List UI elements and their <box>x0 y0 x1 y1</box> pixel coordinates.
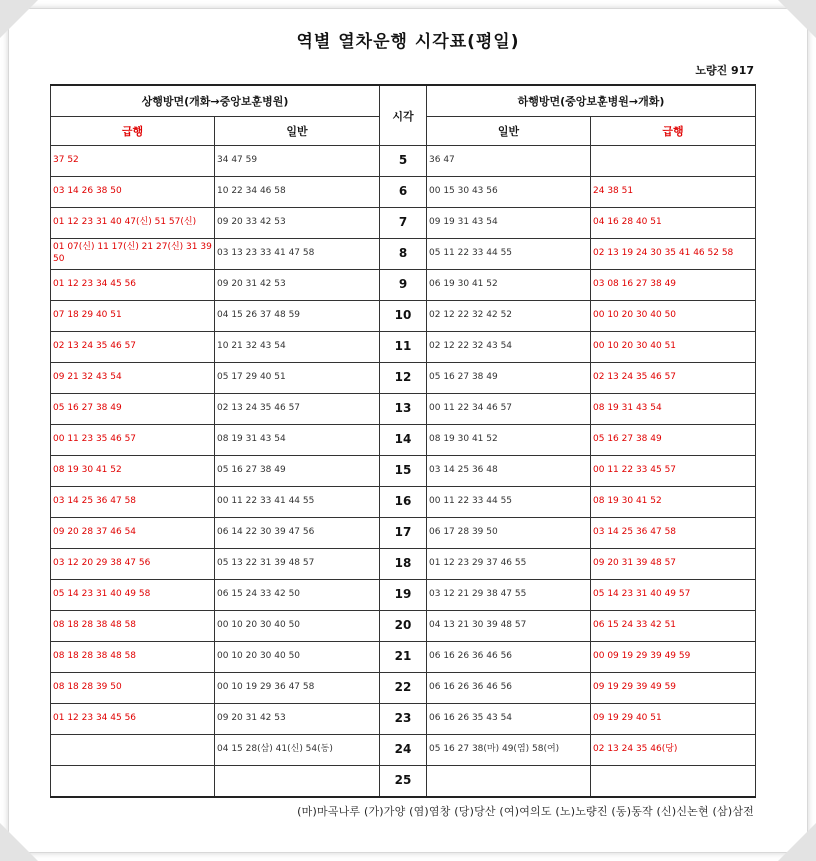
up-express-times: 05 14 23 31 40 49 58 <box>51 580 215 611</box>
down-express-times: 00 10 20 30 40 50 <box>591 301 756 332</box>
down-local-times: 03 14 25 36 48 <box>427 456 591 487</box>
table-row <box>51 177 756 208</box>
down-local-times: 06 19 30 41 52 <box>427 270 591 301</box>
table-row <box>51 611 756 642</box>
hour-cell: 11 <box>380 332 427 363</box>
up-local-times: 05 13 22 31 39 48 57 <box>215 549 380 580</box>
down-local-times: 00 11 22 34 46 57 <box>427 394 591 425</box>
up-local-times: 03 13 23 33 41 47 58 <box>215 239 380 270</box>
up-local-times: 04 15 26 37 48 59 <box>215 301 380 332</box>
up-express-times: 02 13 24 35 46 57 <box>51 332 215 363</box>
down-express-header: 급행 <box>591 117 756 146</box>
down-local-times: 05 16 27 38 49 <box>427 363 591 394</box>
table-row <box>51 580 756 611</box>
hour-cell: 25 <box>380 766 427 798</box>
up-express-times: 07 18 29 40 51 <box>51 301 215 332</box>
up-local-header: 일반 <box>215 117 380 146</box>
up-local-times: 00 10 19 29 36 47 58 <box>215 673 380 704</box>
hour-cell: 12 <box>380 363 427 394</box>
down-express-times: 09 19 29 40 51 <box>591 704 756 735</box>
hour-cell: 6 <box>380 177 427 208</box>
up-local-times: 06 15 24 33 42 50 <box>215 580 380 611</box>
hour-cell: 21 <box>380 642 427 673</box>
hour-cell: 15 <box>380 456 427 487</box>
station-abbreviation-legend: (마)마곡나루 (가)가양 (염)염창 (당)당산 (여)여의도 (노)노량진 (동)동작 (신)신논현 (삼)삼전 <box>297 805 754 818</box>
down-express-times: 08 19 30 41 52 <box>591 487 756 518</box>
down-express-times: 09 19 29 39 49 59 <box>591 673 756 704</box>
page-title: 역별 열차운행 시각표(평일) <box>296 32 520 52</box>
up-express-times: 01 12 23 31 40 47(신) 51 57(신) <box>51 208 215 239</box>
table-row <box>51 332 756 363</box>
down-express-times: 03 14 25 36 47 58 <box>591 518 756 549</box>
timetable <box>50 84 756 798</box>
up-express-times: 09 20 28 37 46 54 <box>51 518 215 549</box>
time-header: 시각 <box>380 85 427 146</box>
down-local-times: 04 13 21 30 39 48 57 <box>427 611 591 642</box>
table-row <box>51 518 756 549</box>
down-express-times: 24 38 51 <box>591 177 756 208</box>
up-local-times: 04 15 28(삼) 41(신) 54(동) <box>215 735 380 766</box>
up-local-times: 09 20 31 42 53 <box>215 270 380 301</box>
down-express-times: 02 13 24 35 46 57 <box>591 363 756 394</box>
hour-cell: 22 <box>380 673 427 704</box>
down-local-times: 06 16 26 36 46 56 <box>427 642 591 673</box>
up-express-times: 00 11 23 35 46 57 <box>51 425 215 456</box>
table-row <box>51 394 756 425</box>
page-corner-fold <box>778 823 816 861</box>
table-row <box>51 208 756 239</box>
table-row <box>51 549 756 580</box>
down-express-times: 03 08 16 27 38 49 <box>591 270 756 301</box>
down-express-times: 08 19 31 43 54 <box>591 394 756 425</box>
up-express-times: 03 14 26 38 50 <box>51 177 215 208</box>
up-express-times: 03 12 20 29 38 47 56 <box>51 549 215 580</box>
hour-cell: 17 <box>380 518 427 549</box>
down-express-times: 09 20 31 39 48 57 <box>591 549 756 580</box>
down-express-times: 05 16 27 38 49 <box>591 425 756 456</box>
up-local-times: 05 17 29 40 51 <box>215 363 380 394</box>
down-express-times: 02 13 24 35 46(당) <box>591 735 756 766</box>
up-local-times: 34 47 59 <box>215 146 380 177</box>
down-local-header: 일반 <box>427 117 591 146</box>
up-local-times: 00 10 20 30 40 50 <box>215 611 380 642</box>
up-local-times: 05 16 27 38 49 <box>215 456 380 487</box>
hour-cell: 7 <box>380 208 427 239</box>
down-local-times: 36 47 <box>427 146 591 177</box>
up-express-times: 08 18 28 38 48 58 <box>51 611 215 642</box>
up-express-times: 01 12 23 34 45 56 <box>51 270 215 301</box>
down-local-times: 06 17 28 39 50 <box>427 518 591 549</box>
table-row <box>51 673 756 704</box>
down-local-times: 02 12 22 32 43 54 <box>427 332 591 363</box>
page-corner-fold <box>0 823 38 861</box>
down-local-times: 05 11 22 33 44 55 <box>427 239 591 270</box>
up-express-times <box>51 766 215 798</box>
down-express-times: 02 13 19 24 30 35 41 46 52 58 <box>591 239 756 270</box>
up-express-times: 03 14 25 36 47 58 <box>51 487 215 518</box>
up-express-header: 급행 <box>51 117 215 146</box>
table-row <box>51 766 756 798</box>
table-row <box>51 239 756 270</box>
down-local-times: 00 11 22 33 44 55 <box>427 487 591 518</box>
hour-cell: 19 <box>380 580 427 611</box>
up-local-times: 00 10 20 30 40 50 <box>215 642 380 673</box>
table-row <box>51 146 756 177</box>
down-express-times <box>591 766 756 798</box>
up-local-times: 10 21 32 43 54 <box>215 332 380 363</box>
down-local-times: 09 19 31 43 54 <box>427 208 591 239</box>
down-local-times: 08 19 30 41 52 <box>427 425 591 456</box>
timetable-body <box>51 146 756 798</box>
up-express-times: 08 19 30 41 52 <box>51 456 215 487</box>
down-express-times <box>591 146 756 177</box>
down-local-times: 06 16 26 35 43 54 <box>427 704 591 735</box>
hour-cell: 8 <box>380 239 427 270</box>
up-local-times: 08 19 31 43 54 <box>215 425 380 456</box>
up-express-times: 37 52 <box>51 146 215 177</box>
table-row <box>51 363 756 394</box>
hour-cell: 23 <box>380 704 427 735</box>
up-local-times: 09 20 31 42 53 <box>215 704 380 735</box>
down-express-times: 00 11 22 33 45 57 <box>591 456 756 487</box>
up-local-times: 02 13 24 35 46 57 <box>215 394 380 425</box>
hour-cell: 18 <box>380 549 427 580</box>
down-express-times: 06 15 24 33 42 51 <box>591 611 756 642</box>
down-local-times: 02 12 22 32 42 52 <box>427 301 591 332</box>
hour-cell: 10 <box>380 301 427 332</box>
table-row <box>51 301 756 332</box>
up-express-times: 08 18 28 39 50 <box>51 673 215 704</box>
up-express-times: 09 21 32 43 54 <box>51 363 215 394</box>
hour-cell: 5 <box>380 146 427 177</box>
table-row <box>51 270 756 301</box>
down-express-times: 00 10 20 30 40 51 <box>591 332 756 363</box>
up-express-times: 08 18 28 38 48 58 <box>51 642 215 673</box>
hour-cell: 9 <box>380 270 427 301</box>
table-row <box>51 735 756 766</box>
up-local-times: 09 20 33 42 53 <box>215 208 380 239</box>
table-row <box>51 425 756 456</box>
hour-cell: 14 <box>380 425 427 456</box>
down-local-times <box>427 766 591 798</box>
up-local-times: 06 14 22 30 39 47 56 <box>215 518 380 549</box>
down-local-times: 05 16 27 38(마) 49(염) 58(여) <box>427 735 591 766</box>
up-local-times <box>215 766 380 798</box>
table-row <box>51 704 756 735</box>
hour-cell: 13 <box>380 394 427 425</box>
table-row <box>51 456 756 487</box>
up-local-times: 10 22 34 46 58 <box>215 177 380 208</box>
up-direction-header: 상행방면(개화→중앙보훈병원) <box>51 85 380 117</box>
down-express-times: 00 09 19 29 39 49 59 <box>591 642 756 673</box>
station-label: 노량진 917 <box>695 64 754 77</box>
up-express-times <box>51 735 215 766</box>
down-local-times: 00 15 30 43 56 <box>427 177 591 208</box>
down-local-times: 03 12 21 29 38 47 55 <box>427 580 591 611</box>
down-local-times: 06 16 26 36 46 56 <box>427 673 591 704</box>
down-express-times: 04 16 28 40 51 <box>591 208 756 239</box>
hour-cell: 24 <box>380 735 427 766</box>
table-row <box>51 487 756 518</box>
down-local-times: 01 12 23 29 37 46 55 <box>427 549 591 580</box>
down-direction-header: 하행방면(중앙보훈병원→개화) <box>427 85 756 117</box>
down-express-times: 05 14 23 31 40 49 57 <box>591 580 756 611</box>
table-row <box>51 642 756 673</box>
up-local-times: 00 11 22 33 41 44 55 <box>215 487 380 518</box>
hour-cell: 20 <box>380 611 427 642</box>
up-express-times: 05 16 27 38 49 <box>51 394 215 425</box>
up-express-times: 01 12 23 34 45 56 <box>51 704 215 735</box>
up-express-times: 01 07(신) 11 17(신) 21 27(신) 31 39 50 <box>51 239 215 270</box>
hour-cell: 16 <box>380 487 427 518</box>
